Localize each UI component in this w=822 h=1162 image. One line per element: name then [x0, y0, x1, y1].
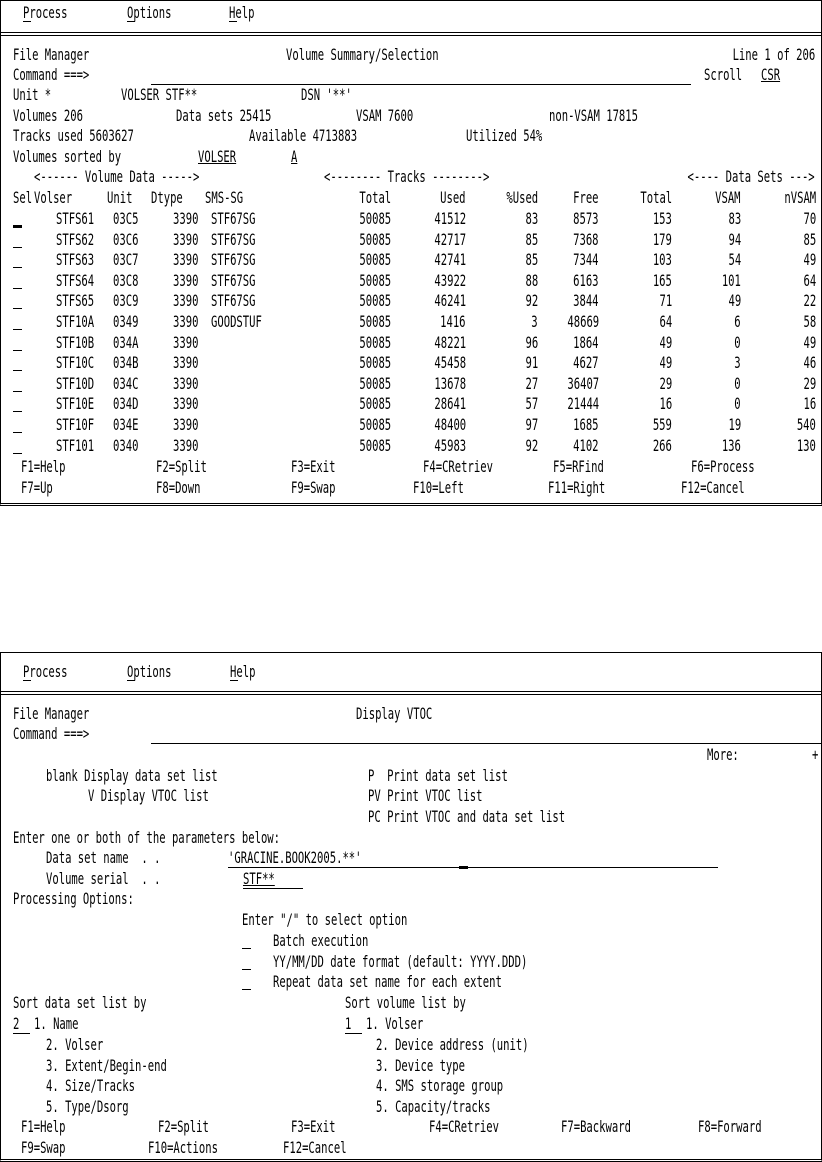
- option-blank: blank Display data set list: [46, 766, 218, 785]
- cell-ds-total: 266: [652, 435, 672, 455]
- sel-input[interactable]: [13, 225, 22, 228]
- sel-input[interactable]: [13, 453, 22, 454]
- cell-pct-used: 97: [525, 415, 538, 434]
- cell-pct-used: 83: [525, 209, 538, 228]
- cell-volser: STF10C: [56, 353, 95, 373]
- panel-title: Volume Summary/Selection: [286, 45, 439, 64]
- params-label: Enter one or both of the parameters below:: [13, 828, 281, 847]
- cell-ds-vsam: 6: [734, 312, 741, 331]
- cell-dtype: 3390: [173, 373, 199, 393]
- mnemonic-underline: [229, 21, 237, 22]
- mnemonic-underline: [230, 680, 238, 681]
- scroll-input[interactable]: CSR: [761, 65, 781, 84]
- sort-vol-option: 3. Device type: [376, 1055, 466, 1075]
- menu-help[interactable]: Help: [230, 662, 256, 681]
- column-header-sel: Sel: [13, 188, 33, 207]
- unit-filter: Unit *: [13, 85, 52, 104]
- column-header-tracks-total: Total: [359, 188, 391, 207]
- cell-ds-vsam: 83: [728, 209, 741, 228]
- cell-sms-sg: STF67SG: [211, 209, 256, 228]
- cell-dtype: 3390: [173, 394, 199, 414]
- group-data-sets: <---- Data Sets --->: [687, 167, 815, 186]
- cell-ds-total: 179: [652, 229, 672, 249]
- group-tracks: <-------- Tracks -------->: [324, 167, 490, 186]
- cell-ds-total: 71: [659, 291, 672, 311]
- fkey-f2[interactable]: F2=Split: [156, 457, 207, 476]
- datasets-count: Data sets 25415: [176, 106, 272, 125]
- select-hint: Enter "/" to select option: [242, 910, 408, 929]
- cell-tracks-total: 50085: [359, 435, 391, 455]
- tracks-available: Available 4713883: [249, 126, 358, 145]
- scroll-label: Scroll: [704, 65, 743, 84]
- cell-tracks-used: 42717: [434, 229, 466, 249]
- utilized: Utilized 54%: [466, 126, 543, 145]
- cell-ds-total: 49: [659, 332, 672, 352]
- cell-unit: 03C6: [113, 229, 139, 249]
- sort-vol-underline: [345, 1033, 362, 1034]
- cell-ds-nvsam: 540: [796, 415, 816, 434]
- cell-pct-used: 92: [525, 291, 538, 311]
- cell-tracks-free: 4627: [573, 353, 599, 373]
- sort-ds-option: 5. Type/Dsorg: [46, 1097, 129, 1117]
- sort-ds-option: 4. Size/Tracks: [46, 1076, 136, 1096]
- cell-volser: STF10B: [56, 332, 95, 352]
- cell-unit: 034B: [113, 353, 139, 373]
- cell-tracks-total: 50085: [359, 250, 391, 270]
- cell-sms-sg: STF67SG: [211, 250, 256, 270]
- cell-unit: 034C: [113, 373, 139, 393]
- cell-pct-used: 27: [525, 373, 538, 393]
- line-info: Line 1 of 206: [732, 45, 815, 64]
- cell-ds-total: 559: [652, 415, 672, 434]
- menu-divider: [1, 691, 821, 695]
- menu-options[interactable]: Options: [127, 3, 172, 22]
- command-label: Command ===>: [13, 65, 90, 84]
- cell-sms-sg: STF67SG: [211, 291, 256, 311]
- cell-dtype: 3390: [173, 209, 199, 228]
- display-vtoc-panel: [0, 652, 822, 1162]
- fkey-f2[interactable]: F2=Split: [158, 1117, 209, 1136]
- volser-input[interactable]: STF**: [243, 869, 275, 888]
- cell-ds-total: 16: [659, 394, 672, 414]
- cell-ds-nvsam: 85: [803, 229, 816, 249]
- mnemonic-underline: [23, 21, 31, 22]
- volser-input-underline: [243, 888, 303, 889]
- sel-input[interactable]: [13, 267, 22, 268]
- fkey-f6[interactable]: F6=Process: [691, 457, 755, 476]
- sel-input[interactable]: [13, 350, 22, 351]
- cell-tracks-used: 48400: [434, 415, 466, 434]
- cell-volser: STFS62: [56, 229, 95, 249]
- cell-unit: 0340: [113, 435, 139, 455]
- command-input[interactable]: [151, 66, 691, 85]
- fkey-f10[interactable]: F10=Left: [413, 478, 464, 497]
- cell-volser: STF10E: [56, 394, 95, 414]
- cell-tracks-total: 50085: [359, 312, 391, 331]
- panel-title: Display VTOC: [356, 704, 433, 723]
- sort-vol-option: 2. Device address (unit): [376, 1034, 529, 1054]
- option-checkbox[interactable]: [242, 948, 251, 949]
- cell-ds-vsam: 136: [721, 435, 741, 455]
- cell-ds-nvsam: 46: [803, 353, 816, 373]
- cell-volser: STFS61: [56, 209, 95, 228]
- sel-input[interactable]: [13, 370, 22, 371]
- option-pv: PV Print VTOC list: [368, 786, 483, 805]
- cell-sms-sg: GOODSTUF: [211, 312, 262, 331]
- sel-input[interactable]: [13, 308, 22, 309]
- cell-tracks-total: 50085: [359, 394, 391, 414]
- volser-filter: VOLSER STF**: [121, 85, 198, 104]
- cell-ds-nvsam: 29: [803, 373, 816, 393]
- cell-volser: STFS64: [56, 270, 95, 290]
- cell-tracks-total: 50085: [359, 373, 391, 393]
- fkey-f9[interactable]: F9=Swap: [21, 1138, 66, 1157]
- cell-volser: STF10F: [56, 415, 95, 434]
- cell-tracks-used: 41512: [434, 209, 466, 228]
- text-cursor: [459, 866, 468, 869]
- dsn-input-underline: [228, 867, 718, 868]
- sel-input[interactable]: [13, 432, 22, 433]
- fkey-f9[interactable]: F9=Swap: [291, 478, 336, 497]
- cell-unit: 034D: [113, 394, 139, 414]
- sort-vol-option: 1. Volser: [366, 1014, 424, 1033]
- sel-input[interactable]: [13, 391, 22, 392]
- option-label: Repeat data set name for each extent: [273, 972, 502, 992]
- command-input[interactable]: [151, 725, 821, 744]
- sel-input[interactable]: [13, 411, 22, 412]
- cell-tracks-used: 28641: [434, 394, 466, 414]
- cell-dtype: 3390: [173, 415, 199, 434]
- cell-unit: 03C5: [113, 209, 139, 228]
- fkey-f12[interactable]: F12=Cancel: [681, 478, 745, 497]
- cell-tracks-free: 4102: [573, 435, 599, 455]
- cell-dtype: 3390: [173, 435, 199, 455]
- cell-unit: 0349: [113, 312, 139, 331]
- processing-label: Processing Options:: [13, 889, 134, 908]
- cell-ds-nvsam: 49: [803, 332, 816, 352]
- cell-dtype: 3390: [173, 312, 199, 331]
- fkey-f8[interactable]: F8=Forward: [698, 1117, 762, 1136]
- sel-input[interactable]: [13, 329, 22, 330]
- sort-ds-option: 2. Volser: [46, 1034, 104, 1054]
- option-label: Batch execution: [273, 931, 369, 950]
- sort-vol-input[interactable]: 1: [345, 1014, 352, 1033]
- volser-label: Volume serial . .: [46, 869, 161, 888]
- sort-ds-label: Sort data set list by: [13, 993, 147, 1012]
- cell-pct-used: 85: [525, 229, 538, 249]
- cell-tracks-used: 1416: [440, 312, 466, 331]
- cell-volser: STFS65: [56, 291, 95, 311]
- cell-ds-vsam: 49: [728, 291, 741, 311]
- column-header-pct-used: %Used: [506, 188, 538, 207]
- non-vsam-count: non-VSAM 17815: [549, 106, 639, 125]
- sort-vol-option: 4. SMS storage group: [376, 1076, 504, 1096]
- cell-dtype: 3390: [173, 250, 199, 270]
- volume-summary-panel: [0, 0, 822, 506]
- cell-volser: STF101: [56, 435, 95, 455]
- volumes-count: Volumes 206: [13, 106, 83, 125]
- fkey-f12[interactable]: F12=Cancel: [283, 1138, 347, 1157]
- cell-tracks-total: 50085: [359, 415, 391, 434]
- cell-ds-vsam: 19: [728, 415, 741, 434]
- cell-ds-vsam: 3: [734, 353, 741, 373]
- fkey-f8[interactable]: F8=Down: [156, 478, 201, 497]
- fkey-f10[interactable]: F10=Actions: [148, 1138, 218, 1157]
- cell-dtype: 3390: [173, 332, 199, 352]
- cell-tracks-total: 50085: [359, 209, 391, 228]
- cell-tracks-total: 50085: [359, 229, 391, 249]
- cell-tracks-free: 6163: [573, 270, 599, 290]
- cell-pct-used: 57: [525, 394, 538, 414]
- cell-tracks-free: 8573: [573, 209, 599, 228]
- column-header-tracks-free: Free: [573, 188, 599, 207]
- cell-pct-used: 85: [525, 250, 538, 270]
- menu-process[interactable]: Process: [23, 662, 68, 681]
- dsn-input[interactable]: 'GRACINE.BOOK2005.**': [228, 848, 362, 867]
- cell-dtype: 3390: [173, 291, 199, 311]
- cell-pct-used: 88: [525, 270, 538, 290]
- sorted-by-input[interactable]: VOLSER: [198, 147, 237, 166]
- cell-pct-used: 96: [525, 332, 538, 352]
- fkey-f5[interactable]: F5=RFind: [553, 457, 604, 476]
- option-pc: PC Print VTOC and data set list: [368, 807, 566, 826]
- cell-ds-nvsam: 70: [803, 209, 816, 228]
- cell-pct-used: 3: [531, 312, 538, 331]
- cell-ds-total: 103: [652, 250, 672, 270]
- cell-ds-vsam: 0: [734, 373, 741, 393]
- more-label: More:: [707, 745, 739, 764]
- column-header-ds-total: Total: [640, 188, 672, 207]
- column-header-unit: Unit: [107, 188, 133, 207]
- cell-tracks-used: 13678: [434, 373, 466, 393]
- cell-ds-total: 153: [652, 209, 672, 228]
- option-label: YY/MM/DD date format (default: YYYY.DDD): [273, 951, 528, 971]
- cell-tracks-used: 42741: [434, 250, 466, 270]
- menu-help[interactable]: Help: [229, 3, 255, 22]
- sorted-by-label: Volumes sorted by: [13, 147, 122, 166]
- fkey-f4[interactable]: F4=CRetriev: [429, 1117, 499, 1136]
- cell-tracks-used: 45983: [434, 435, 466, 455]
- column-header-volser: Volser: [34, 188, 73, 207]
- cell-ds-total: 165: [652, 270, 672, 290]
- cell-sms-sg: STF67SG: [211, 270, 256, 290]
- cell-tracks-total: 50085: [359, 332, 391, 352]
- sort-ds-underline: [13, 1033, 30, 1034]
- cell-tracks-used: 43922: [434, 270, 466, 290]
- cell-ds-vsam: 54: [728, 250, 741, 270]
- sort-ds-option: 1. Name: [34, 1014, 79, 1033]
- cell-ds-nvsam: 22: [803, 291, 816, 311]
- group-volume-data: <------ Volume Data ----->: [34, 167, 200, 186]
- sel-input[interactable]: [13, 247, 22, 248]
- fkey-f1[interactable]: F1=Help: [21, 1117, 66, 1136]
- command-label: Command ===>: [13, 724, 90, 743]
- fkey-f11[interactable]: F11=Right: [548, 478, 606, 497]
- menu-divider: [1, 32, 821, 36]
- fkey-f1[interactable]: F1=Help: [21, 457, 66, 476]
- option-checkbox[interactable]: [242, 969, 251, 970]
- fkey-f4[interactable]: F4=CRetriev: [423, 457, 493, 476]
- cell-ds-total: 29: [659, 373, 672, 393]
- more-indicator: +: [812, 745, 819, 764]
- dsn-filter: DSN '**': [301, 85, 352, 104]
- option-v: V Display VTOC list: [88, 786, 209, 805]
- option-p: P Print data set list: [368, 766, 508, 785]
- sel-input[interactable]: [13, 288, 22, 289]
- cell-ds-nvsam: 58: [803, 312, 816, 331]
- cell-ds-vsam: 94: [728, 229, 741, 249]
- sort-ds-input[interactable]: 2: [13, 1014, 20, 1033]
- cell-ds-nvsam: 130: [796, 435, 816, 455]
- cell-tracks-free: 1864: [573, 332, 599, 352]
- mnemonic-underline: [127, 21, 135, 22]
- option-checkbox[interactable]: [242, 989, 251, 990]
- cell-unit: 034E: [113, 415, 139, 434]
- app-name: File Manager: [13, 45, 90, 64]
- app-name: File Manager: [13, 704, 90, 723]
- cell-dtype: 3390: [173, 270, 199, 290]
- column-header-sms-sg: SMS-SG: [205, 188, 244, 207]
- cell-ds-vsam: 0: [734, 394, 741, 414]
- sort-order-input[interactable]: A: [291, 147, 298, 166]
- fkey-f3[interactable]: F3=Exit: [291, 1117, 336, 1136]
- cell-tracks-used: 45458: [434, 353, 466, 373]
- cell-ds-nvsam: 64: [803, 270, 816, 290]
- column-header-ds-vsam: VSAM: [715, 188, 741, 207]
- sort-vol-option: 5. Capacity/tracks: [376, 1097, 491, 1117]
- cell-tracks-free: 36407: [567, 373, 599, 393]
- sort-ds-option: 3. Extent/Begin-end: [46, 1055, 167, 1075]
- cell-unit: 034A: [113, 332, 139, 352]
- cell-tracks-free: 7344: [573, 250, 599, 270]
- menu-options[interactable]: Options: [127, 662, 172, 681]
- cell-ds-total: 64: [659, 312, 672, 331]
- cell-tracks-free: 7368: [573, 229, 599, 249]
- cell-tracks-used: 48221: [434, 332, 466, 352]
- cell-volser: STF10D: [56, 373, 95, 393]
- cell-tracks-free: 21444: [567, 394, 599, 414]
- cell-tracks-total: 50085: [359, 270, 391, 290]
- column-header-dtype: Dtype: [151, 188, 183, 207]
- fkey-f7[interactable]: F7=Up: [21, 478, 53, 497]
- cell-ds-nvsam: 16: [803, 394, 816, 414]
- cell-ds-vsam: 0: [734, 332, 741, 352]
- cell-dtype: 3390: [173, 229, 199, 249]
- menu-process[interactable]: Process: [23, 3, 68, 22]
- cell-ds-total: 49: [659, 353, 672, 373]
- cell-volser: STFS63: [56, 250, 95, 270]
- cell-tracks-total: 50085: [359, 291, 391, 311]
- cell-tracks-total: 50085: [359, 353, 391, 373]
- cell-pct-used: 92: [525, 435, 538, 455]
- tracks-used: Tracks used 5603627: [13, 126, 134, 145]
- dsn-label: Data set name . .: [46, 848, 161, 867]
- cell-ds-nvsam: 49: [803, 250, 816, 270]
- sort-vol-label: Sort volume list by: [345, 993, 466, 1012]
- cell-tracks-free: 3844: [573, 291, 599, 311]
- cell-tracks-used: 46241: [434, 291, 466, 311]
- cell-tracks-free: 48669: [567, 312, 599, 331]
- mnemonic-underline: [23, 680, 31, 681]
- fkey-f3[interactable]: F3=Exit: [291, 457, 336, 476]
- mnemonic-underline: [127, 680, 135, 681]
- cell-ds-vsam: 101: [721, 270, 741, 290]
- cell-sms-sg: STF67SG: [211, 229, 256, 249]
- cell-volser: STF10A: [56, 312, 95, 331]
- vsam-count: VSAM 7600: [356, 106, 414, 125]
- cell-tracks-free: 1685: [573, 415, 599, 434]
- cell-unit: 03C9: [113, 291, 139, 311]
- cell-dtype: 3390: [173, 353, 199, 373]
- cell-unit: 03C8: [113, 270, 139, 290]
- column-header-tracks-used: Used: [440, 188, 466, 207]
- column-header-ds-nvsam: nVSAM: [784, 188, 816, 207]
- cell-unit: 03C7: [113, 250, 139, 270]
- fkey-f7[interactable]: F7=Backward: [561, 1117, 631, 1136]
- cell-pct-used: 91: [525, 353, 538, 373]
